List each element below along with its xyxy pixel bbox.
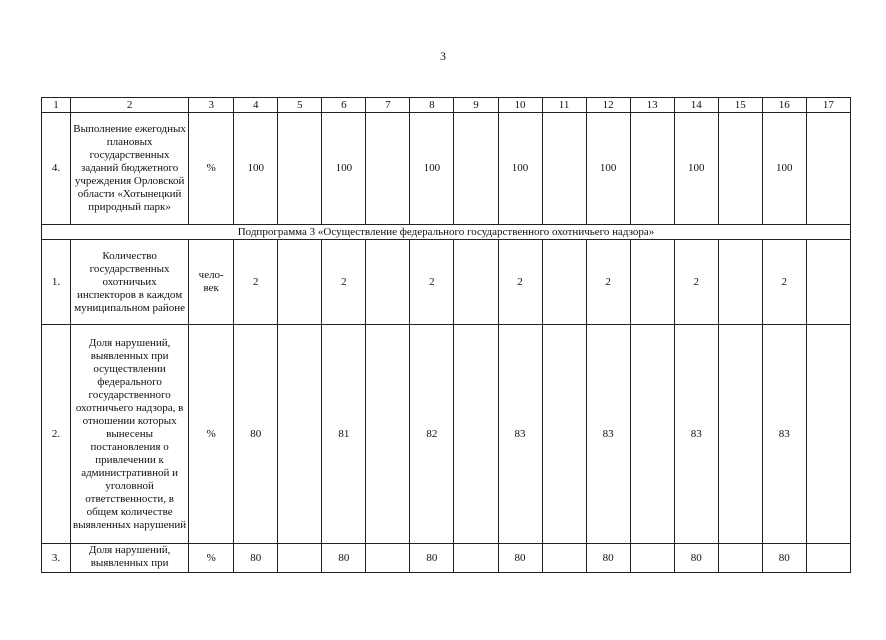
value-cell: 100 (322, 113, 366, 225)
value-cell: 80 (234, 544, 278, 573)
value-cell (278, 240, 322, 325)
value-cell (278, 113, 322, 225)
value-cell: 100 (234, 113, 278, 225)
col-header: 10 (498, 98, 542, 113)
row-number: 4. (42, 113, 71, 225)
col-header: 13 (630, 98, 674, 113)
value-cell (718, 240, 762, 325)
value-cell (454, 113, 498, 225)
value-cell: 83 (762, 325, 806, 544)
value-cell (542, 113, 586, 225)
value-cell: 83 (498, 325, 542, 544)
indicator-name: Выполнение ежегодных плановых государственных заданий бюджетного учреждения Орловской области «Хотынецкий природный парк» (71, 113, 189, 225)
col-header: 17 (806, 98, 850, 113)
value-cell (542, 240, 586, 325)
row-number: 3. (42, 544, 71, 573)
col-header: 9 (454, 98, 498, 113)
value-cell (630, 113, 674, 225)
col-header: 5 (278, 98, 322, 113)
value-cell: 83 (674, 325, 718, 544)
value-cell (718, 544, 762, 573)
indicator-name: Доля нарушений, выявленных при осуществлении федерального государственного охотничьего надзора, в отношении которых вынесены постановления о привлечении к административной и уголовной ответственности, в общем количестве выявленных нарушений (71, 325, 189, 544)
value-cell: 80 (410, 544, 454, 573)
indicators-table (41, 97, 851, 573)
page-number: 3 (440, 49, 446, 63)
value-cell (542, 325, 586, 544)
indicator-name: Количество государственных охотничьих инспекторов в каждом муниципальном районе (71, 240, 189, 325)
value-cell: 100 (410, 113, 454, 225)
value-cell (806, 325, 850, 544)
table-row (42, 544, 851, 573)
col-header: 11 (542, 98, 586, 113)
value-cell (278, 544, 322, 573)
value-cell: 100 (586, 113, 630, 225)
indicator-name: Доля нарушений, выявленных при (71, 544, 189, 573)
col-header: 12 (586, 98, 630, 113)
value-cell (718, 325, 762, 544)
value-cell (542, 544, 586, 573)
value-cell (806, 240, 850, 325)
unit-cell: % (189, 113, 234, 225)
value-cell: 83 (586, 325, 630, 544)
value-cell (454, 240, 498, 325)
table-row (42, 113, 851, 225)
value-cell (806, 113, 850, 225)
value-cell (366, 325, 410, 544)
value-cell: 2 (498, 240, 542, 325)
value-cell (806, 544, 850, 573)
value-cell: 2 (410, 240, 454, 325)
value-cell (630, 544, 674, 573)
col-header: 15 (718, 98, 762, 113)
subprogram-title: Подпрограмма 3 «Осуществление федерального государственного охотничьего надзора» (42, 225, 851, 240)
col-header: 2 (71, 98, 189, 113)
value-cell: 100 (674, 113, 718, 225)
col-header: 16 (762, 98, 806, 113)
row-number: 1. (42, 240, 71, 325)
value-cell: 100 (498, 113, 542, 225)
value-cell (366, 240, 410, 325)
value-cell: 80 (674, 544, 718, 573)
subprogram-row (42, 225, 851, 240)
value-cell: 80 (762, 544, 806, 573)
col-header: 14 (674, 98, 718, 113)
row-number: 2. (42, 325, 71, 544)
value-cell: 2 (586, 240, 630, 325)
value-cell (454, 325, 498, 544)
table-row (42, 240, 851, 325)
col-header: 3 (189, 98, 234, 113)
unit-cell: чело-век (189, 240, 234, 325)
unit-cell: % (189, 325, 234, 544)
value-cell: 2 (674, 240, 718, 325)
value-cell: 2 (762, 240, 806, 325)
col-header: 8 (410, 98, 454, 113)
value-cell: 80 (322, 544, 366, 573)
value-cell (630, 325, 674, 544)
unit-cell: % (189, 544, 234, 573)
value-cell: 2 (322, 240, 366, 325)
value-cell: 100 (762, 113, 806, 225)
value-cell: 80 (234, 325, 278, 544)
col-header: 4 (234, 98, 278, 113)
value-cell: 81 (322, 325, 366, 544)
value-cell (366, 544, 410, 573)
value-cell (630, 240, 674, 325)
value-cell: 80 (498, 544, 542, 573)
table-row (42, 325, 851, 544)
col-header: 7 (366, 98, 410, 113)
column-number-row (42, 98, 851, 113)
value-cell (454, 544, 498, 573)
value-cell (366, 113, 410, 225)
col-header: 6 (322, 98, 366, 113)
value-cell: 82 (410, 325, 454, 544)
value-cell (278, 325, 322, 544)
value-cell: 80 (586, 544, 630, 573)
value-cell (718, 113, 762, 225)
value-cell: 2 (234, 240, 278, 325)
col-header: 1 (42, 98, 71, 113)
